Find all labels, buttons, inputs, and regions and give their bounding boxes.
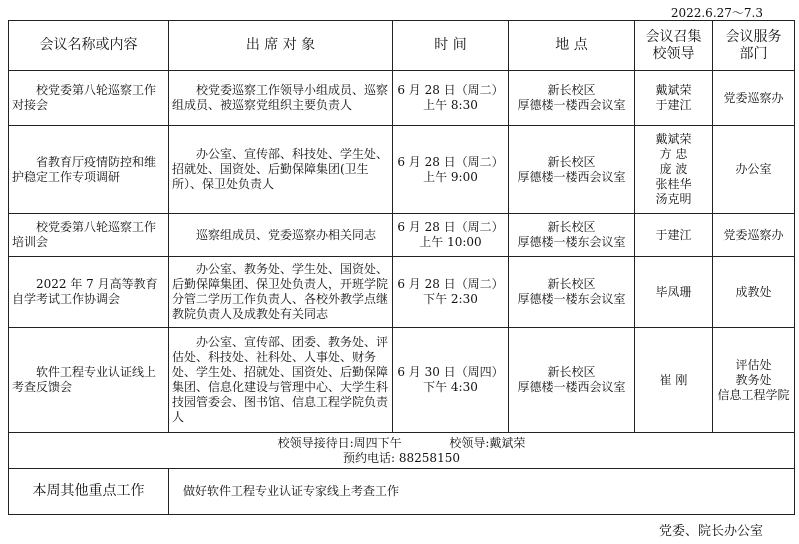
table-row: [9, 257, 795, 328]
meeting-place-line: 厚德楼一楼东会议室: [517, 235, 626, 249]
meeting-name: 软件工程专业认证线上考查反馈会: [9, 328, 169, 433]
table-row: [9, 328, 795, 433]
meeting-place-line: 新长校区: [547, 83, 596, 97]
meeting-time-line: 上午 8:30: [423, 98, 478, 112]
meeting-convener: [635, 214, 713, 257]
meeting-convener-line: 崔 刚: [659, 372, 688, 387]
meeting-dept-line: 评估处: [735, 357, 772, 372]
meeting-place-line: 新长校区: [547, 277, 596, 291]
meeting-place-line: 厚德楼一楼东会议室: [517, 292, 626, 306]
meeting-dept: [713, 71, 795, 126]
table-row: [9, 71, 795, 126]
reception-row: [9, 433, 795, 469]
meeting-dept-line: 教务处: [735, 372, 772, 387]
meeting-convener: [635, 257, 713, 328]
header-convener: [635, 21, 713, 71]
meeting-attendees: 校党委巡察工作领导小组成员、巡察组成员、被巡察党组织主要负责人: [169, 71, 393, 126]
meeting-time: [393, 328, 509, 433]
meeting-dept-line: 党委巡察办: [723, 227, 784, 242]
meeting-convener: [635, 71, 713, 126]
meeting-place: [509, 257, 635, 328]
meeting-time: [393, 257, 509, 328]
meeting-place-line: 新长校区: [547, 154, 596, 169]
meeting-dept-line: 成教处: [735, 284, 772, 299]
other-work-text: 做好软件工程专业认证专家线上考查工作: [169, 469, 795, 515]
meeting-schedule-table: [8, 20, 795, 515]
meeting-convener-line: 庞 波: [659, 162, 688, 176]
meeting-time-line: 6 月 28 日（周二）: [397, 83, 504, 97]
header-convener-line: 会议召集: [645, 28, 702, 45]
reception-leader-value: 戴斌荣: [489, 435, 526, 450]
meeting-convener-line: 方 忠: [659, 147, 688, 161]
meeting-time: [393, 126, 509, 214]
meeting-dept: [713, 328, 795, 433]
meeting-dept: [713, 214, 795, 257]
header-dept-line: 会议服务: [725, 28, 782, 45]
reception-cell: [9, 433, 795, 469]
meeting-dept-line: 办公室: [735, 162, 772, 176]
meeting-place-line: 厚德楼一楼西会议室: [517, 169, 626, 184]
meeting-place: [509, 126, 635, 214]
header-dept: [713, 21, 795, 71]
meeting-attendees: 巡察组成员、党委巡察办相关同志: [169, 214, 393, 257]
other-work-label: 本周其他重点工作: [9, 469, 169, 515]
reception-day-label: 校领导接待日:: [277, 435, 354, 450]
header-time: 时 间: [393, 21, 509, 71]
meeting-place: [509, 328, 635, 433]
table-row: [9, 126, 795, 214]
meeting-dept: [713, 126, 795, 214]
meeting-dept-line: 信息工程学院: [717, 387, 790, 402]
reception-line-2: [12, 451, 791, 466]
meeting-place-line: 新长校区: [547, 220, 596, 234]
meeting-time-line: 下午 4:30: [423, 380, 478, 394]
meeting-place-line: 新长校区: [547, 365, 596, 379]
meeting-convener-line: 于建江: [655, 98, 692, 112]
meeting-time: [393, 214, 509, 257]
meeting-place: [509, 71, 635, 126]
reception-leader-label: 校领导:: [449, 435, 490, 450]
meeting-name: 校党委第八轮巡察工作对接会: [9, 71, 169, 126]
meeting-name: 省教育厅疫情防控和维护稳定工作专项调研: [9, 126, 169, 214]
meeting-convener-line: 汤克明: [655, 192, 692, 206]
header-place: 地 点: [509, 21, 635, 71]
header-dept-line: 部门: [739, 45, 768, 62]
meeting-place-line: 厚德楼一楼西会议室: [517, 380, 626, 394]
header-name: 会议名称或内容: [9, 21, 169, 71]
meeting-convener: [635, 126, 713, 214]
meeting-time-line: 上午 10:00: [419, 235, 482, 249]
meeting-convener-line: 戴斌荣: [655, 83, 692, 97]
meeting-name: 2022 年 7 月高等教育自学考试工作协调会: [9, 257, 169, 328]
table-header-row: [9, 21, 795, 71]
reception-line-1: [12, 436, 791, 451]
date-range: 2022.6.27～7.3: [670, 6, 763, 20]
meeting-time-line: 下午 2:30: [423, 292, 478, 306]
reception-phone-label: 预约电话:: [343, 450, 396, 465]
meeting-attendees: 办公室、宣传部、科技处、学生处、招就处、国资处、后勤保障集团(卫生所）、保卫处负责人: [169, 126, 393, 214]
table-row: [9, 214, 795, 257]
meeting-place: [509, 214, 635, 257]
meeting-time-line: 6 月 28 日（周二）: [397, 154, 504, 169]
signature: 党委、院长办公室: [658, 524, 763, 539]
header-convener-line: 校领导: [652, 45, 695, 62]
meeting-attendees: 办公室、宣传部、团委、教务处、评估处、科技处、社科处、人事处、财务处、学生处、招就处、国资处、后勤保障集团、信息化建设与管理中心、大学生科技园管委会、图书馆、信息工程学院负责人: [169, 328, 393, 433]
header-attendees: 出 席 对 象: [169, 21, 393, 71]
meeting-convener-line: 毕凤珊: [655, 284, 692, 299]
meeting-time: [393, 71, 509, 126]
meeting-place-line: 厚德楼一楼西会议室: [517, 98, 626, 112]
meeting-name: 校党委第八轮巡察工作培训会: [9, 214, 169, 257]
reception-day-value: 周四下午: [353, 435, 402, 450]
meeting-convener-line: 于建江: [655, 227, 692, 242]
meeting-time-line: 6 月 28 日（周二）: [397, 220, 504, 234]
other-work-row: [9, 469, 795, 515]
meeting-convener-line: 张桂华: [655, 177, 692, 191]
meeting-time-line: 6 月 28 日（周二）: [397, 277, 504, 291]
meeting-dept-line: 党委巡察办: [723, 90, 784, 105]
meeting-attendees: 办公室、教务处、学生处、国资处、后勤保障集团、保卫处负责人，开班学院分管二学历工作负责人、各校外教学点继教院负责人及成教处有关同志: [169, 257, 393, 328]
meeting-convener: [635, 328, 713, 433]
reception-phone-value: 88258150: [398, 450, 460, 465]
meeting-convener-line: 戴斌荣: [655, 132, 692, 146]
meeting-time-line: 上午 9:00: [423, 169, 478, 184]
meeting-time-line: 6 月 30 日（周四）: [397, 365, 504, 379]
meeting-dept: [713, 257, 795, 328]
